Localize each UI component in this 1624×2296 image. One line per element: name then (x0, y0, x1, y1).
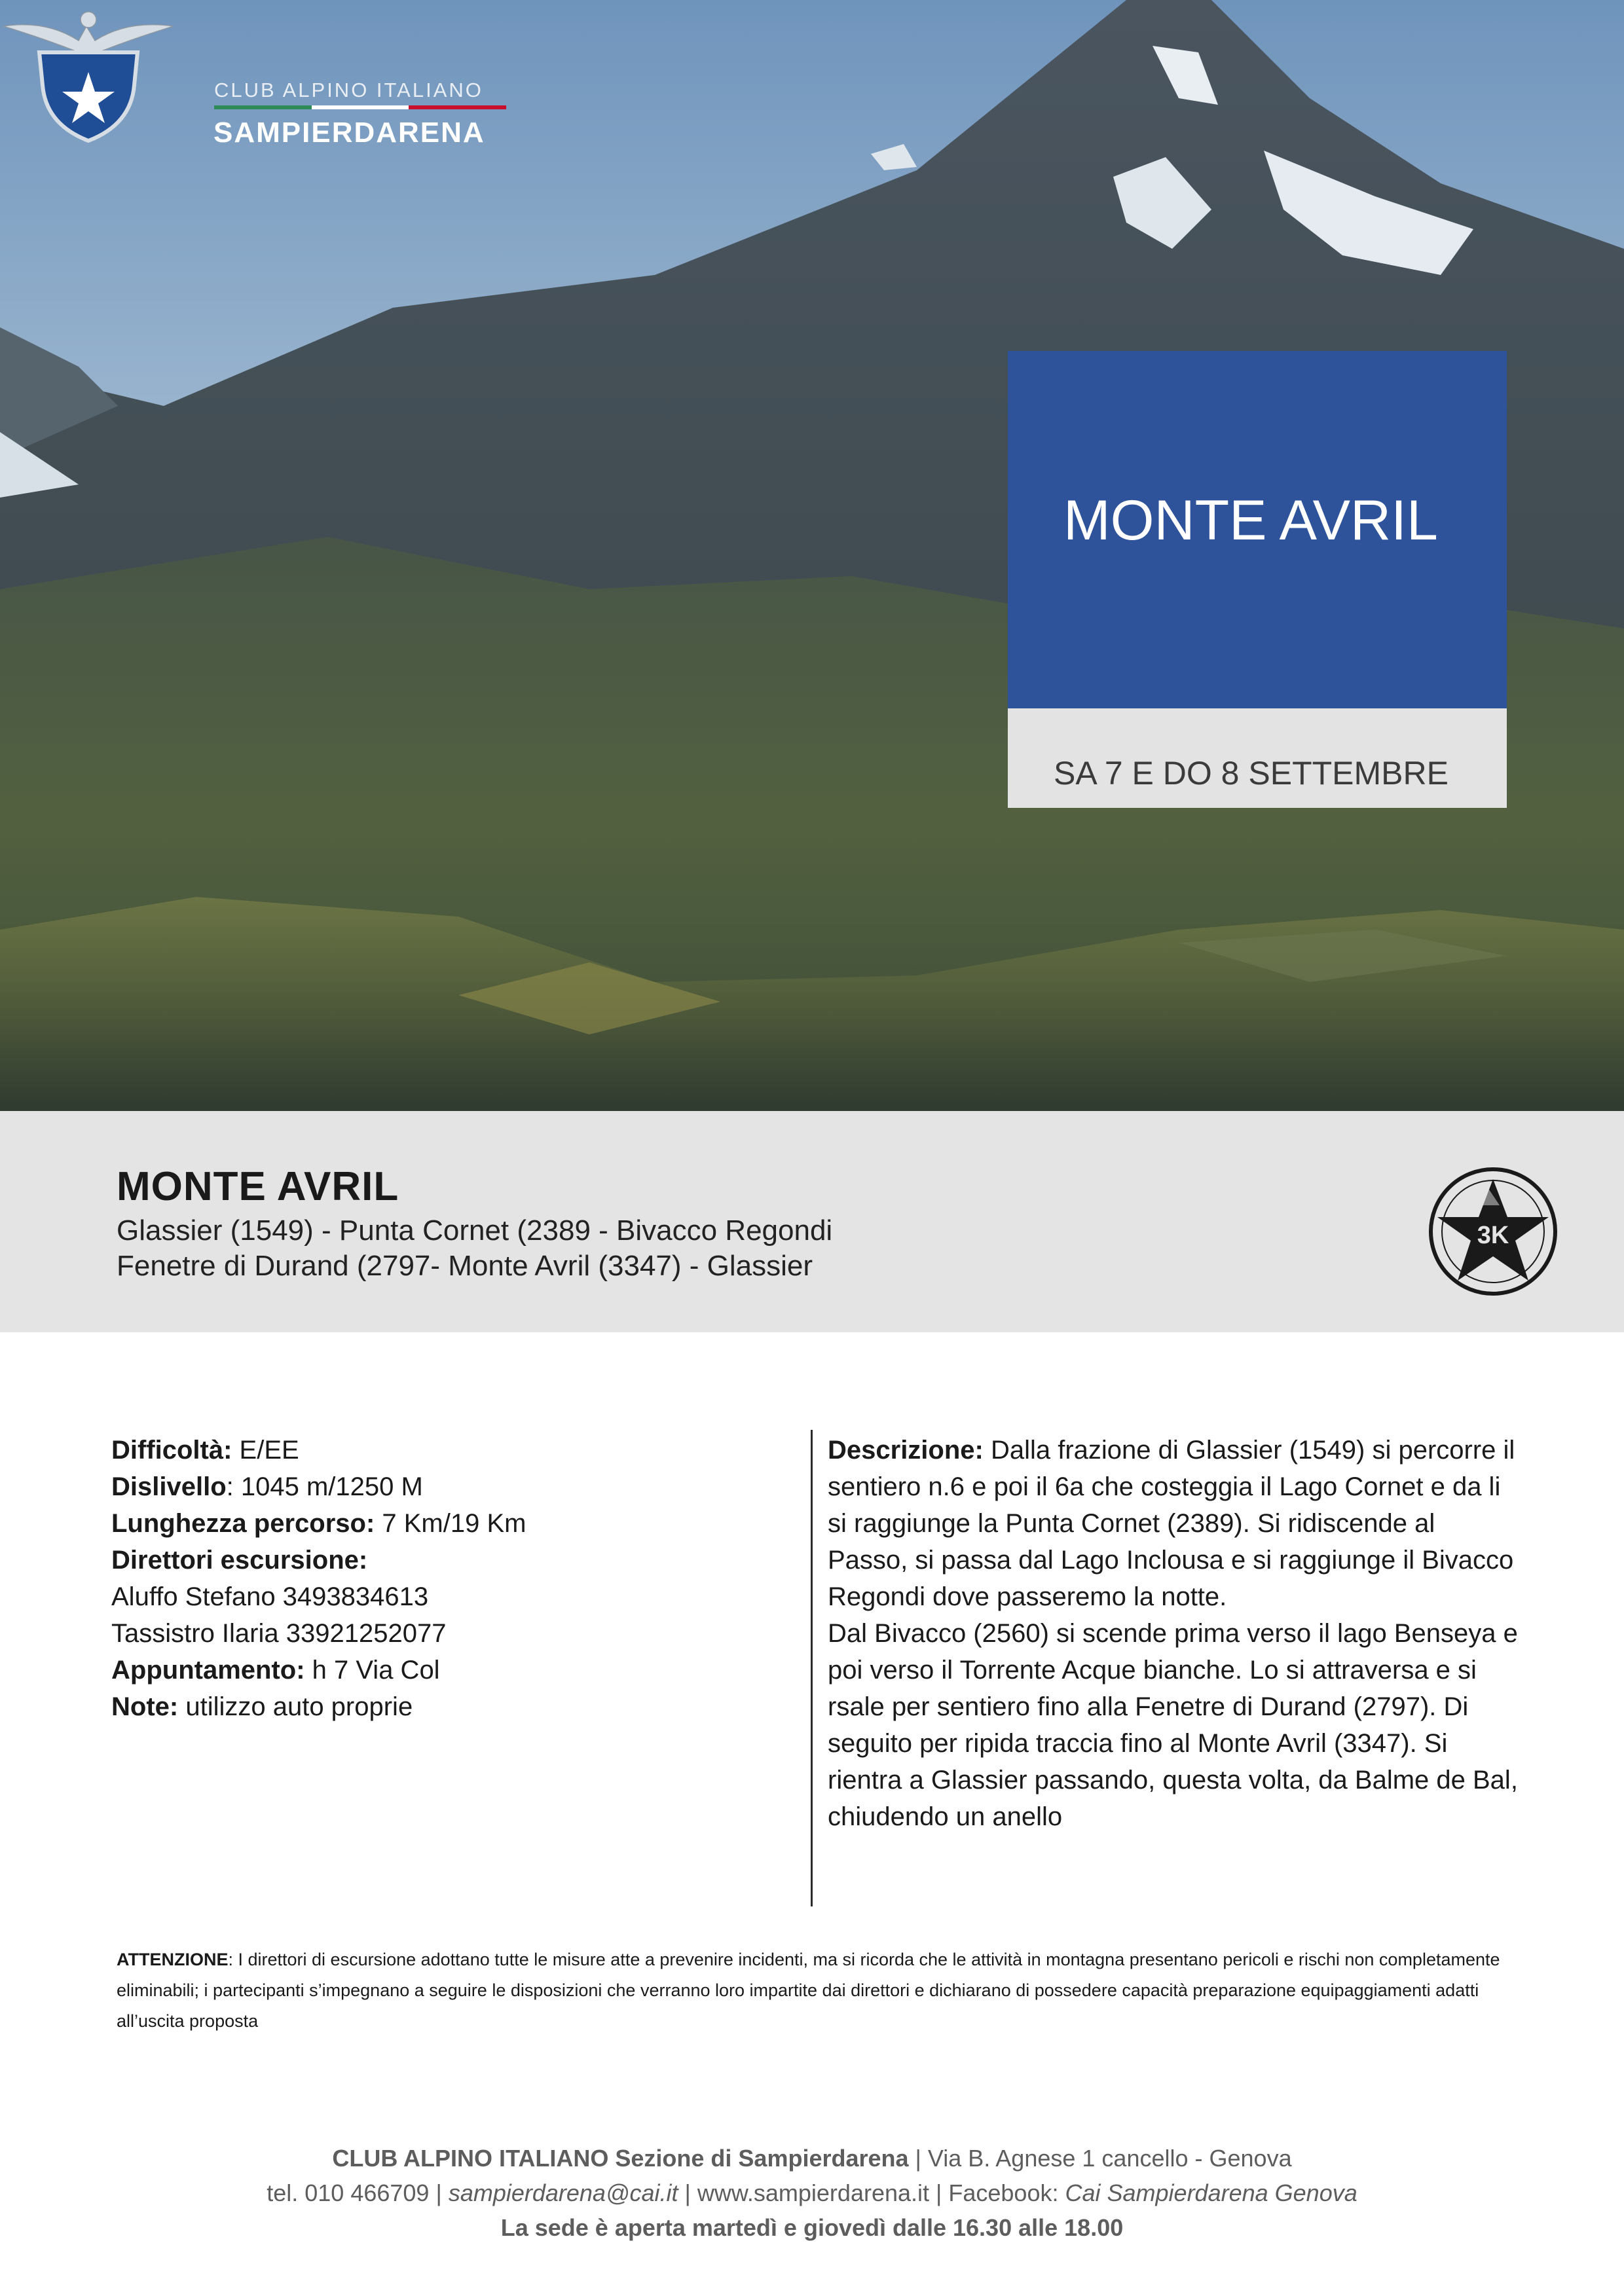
length-value: 7 Km/19 Km (375, 1509, 526, 1538)
hero-photo (0, 0, 1624, 1111)
director-1: Aluffo Stefano 3493834613 (111, 1582, 429, 1611)
notes-value: utilizzo auto proprie (178, 1692, 413, 1721)
meeting-value: h 7 Via Col (304, 1656, 440, 1685)
footer-phone: tel. 010 466709 | (267, 2179, 449, 2206)
footer-facebook-link[interactable]: Cai Sampierdarena Genova (1065, 2179, 1357, 2206)
description-para-2: Dal Bivacco (2560) si scende prima verso il lago Benseya e poi verso il Torrente Acque bianche. Lo si attraversa e si rsale per sentiero fino alla Fenetre di Durand (2797). Di seguito per ripida traccia fino al Monte Avril (3347). Si rientra a Glassier passando, questa volta, da Balme de Bal, chiudendo un anello (828, 1619, 1518, 1831)
footer-web: | www.sampierdarena.it | Facebook: (678, 2179, 1065, 2206)
footer-line-3 (0, 2210, 1624, 2245)
notes-label: Note: (111, 1692, 179, 1721)
route-title: MONTE AVRIL (117, 1164, 399, 1209)
elevation-label: Dislivello (111, 1472, 227, 1501)
route-description (828, 1432, 1522, 1835)
elevation-value: : 1045 m/1250 M (226, 1472, 423, 1501)
footer (0, 2141, 1624, 2245)
meeting-row (111, 1652, 786, 1688)
route-band (0, 1111, 1624, 1332)
event-title-box (1008, 351, 1507, 708)
warning-label: ATTENZIONE (117, 1950, 229, 1969)
difficulty-value: E/EE (232, 1436, 299, 1465)
event-date: SA 7 E DO 8 SETTEMBRE (1054, 755, 1449, 792)
difficulty-label: Difficoltà: (111, 1436, 232, 1465)
directors-row (111, 1542, 786, 1578)
route-line-1: Glassier (1549) - Punta Cornet (2389 - Bivacco Regondi (117, 1214, 833, 1247)
length-row (111, 1505, 786, 1542)
footer-org: CLUB ALPINO ITALIANO Sezione di Sampierdarena (332, 2145, 909, 2172)
column-divider (811, 1430, 813, 1906)
directors-label: Direttori escursione: (111, 1546, 368, 1575)
footer-address: | Via B. Agnese 1 cancello - Genova (908, 2145, 1292, 2172)
event-details (111, 1432, 786, 1725)
elevation-row (111, 1468, 786, 1505)
director-2: Tassistro Ilaria 33921252077 (111, 1619, 447, 1648)
description-para-1 (828, 1432, 1522, 1615)
warning-text: : I direttori di escursione adottano tutte le misure atte a prevenire incidenti, ma si ricorda che le attività in montagna presentano pericoli e rischi non completamente eliminabili; i partecipanti s’impegnano a seguire le disposizioni che verranno loro impartite dai direttori e dichiarano di possedere capacità preparazione equipaggiamenti adatti all’uscita proposta (117, 1950, 1500, 2031)
event-title: MONTE AVRIL (1063, 489, 1438, 552)
difficulty-row (111, 1432, 786, 1468)
notes-row (111, 1688, 786, 1725)
3k-badge-icon (1428, 1166, 1559, 1297)
length-label: Lunghezza percorso: (111, 1509, 375, 1538)
footer-line-2 (0, 2176, 1624, 2210)
badge-text: 3K (1477, 1222, 1509, 1249)
org-name-line1: CLUB ALPINO ITALIANO (214, 79, 483, 101)
description-text-1: Dalla frazione di Glassier (1549) si percorre il sentiero n.6 e poi il 6a che costeggia il Lago Cornet e da li si raggiunge la Punta Cornet (2389). Si ridiscende al Passo, si passa dal Lago Inclousa e si raggiunge il Bivacco Regondi dove passeremo la notte. (828, 1436, 1515, 1611)
footer-hours: La sede è aperta martedì e giovedì dalle 16.30 alle 18.00 (500, 2214, 1124, 2241)
meeting-label: Appuntamento: (111, 1656, 305, 1685)
warning-notice (117, 1944, 1518, 2037)
footer-email-link[interactable]: sampierdarena@cai.it (448, 2179, 678, 2206)
description-label: Descrizione: (828, 1436, 984, 1465)
event-date-box (1008, 708, 1507, 808)
org-name-line2: SAMPIERDARENA (213, 117, 485, 149)
cai-logo-icon (0, 0, 177, 151)
footer-line-1 (0, 2141, 1624, 2176)
route-line-2: Fenetre di Durand (2797- Monte Avril (3347) - Glassier (117, 1250, 813, 1282)
italian-flag-bar (214, 105, 506, 109)
